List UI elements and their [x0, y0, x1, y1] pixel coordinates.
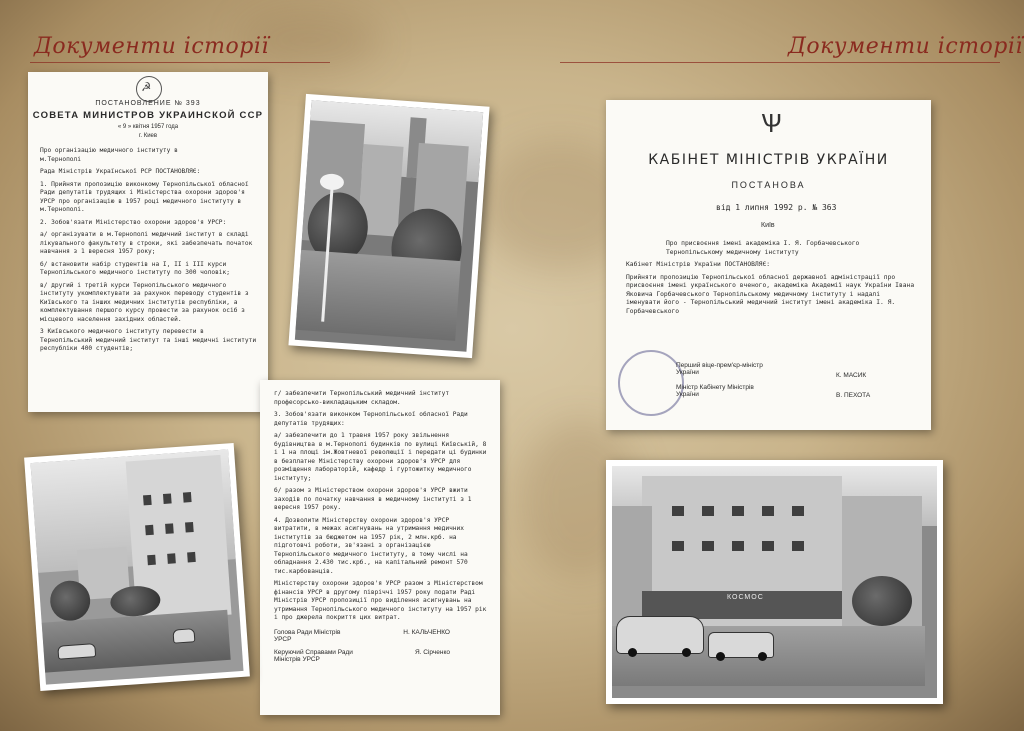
decree-paragraph: б/ разом з Міністерством охорони здоров'я УРСР вжити заходів по початку навчання в медичному інституті з 1 вересня 1957 року. — [274, 487, 472, 511]
header-rule-left — [30, 62, 330, 63]
decree-1957-page-2 — [260, 380, 500, 715]
cabinet-title: КАБІНЕТ МІНІСТРІВ УКРАЇНИ — [648, 152, 889, 168]
decree-paragraph: Міністерству охорони здоров'я УРСР разом з Міністерством фінансів УРСР в другому півріччі 1957 року подати Раді Міністрів УРСР пропозиції про виділення асигнувань на утримання Тернопільського медичного інституту на 1957 рік і про джерела покриття цих витрат. — [274, 580, 487, 621]
council-name: СОВЕТА МИНИСТРОВ УКРАИНСКОЙ ССР — [32, 110, 264, 121]
decree-paragraph: б/ встановити набір студентів на I, II і III курси Тернопільського медичного інституту по 300 чоловік; — [40, 260, 230, 276]
shop-sign: КОСМОС — [727, 594, 764, 601]
decree-type: ПОСТАНОВА — [731, 180, 806, 190]
signature-title: Керуючий Справами Ради Міністрів УРСР — [274, 648, 353, 663]
signature-name: Н. КАЛЬЧЕНКО — [403, 628, 450, 636]
decree-paragraph: З Київського медичного інституту перевести в Тернопільський медичний інститут та інші медичні інститути республіки 400 студентів; — [40, 328, 257, 352]
decree-paragraph: Рада Міністрів Української РСР ПОСТАНОВЛЯЄ: — [40, 168, 201, 175]
decree-paragraph: 1. Прийняти пропозицію виконкому Тернопільської обласної Ради депутатів трудящих і Міністерства охорони здоров'я УРСР про організацію в 1957 році медичного інституту в м.Тернополі. — [40, 180, 249, 213]
decree-date: « 9 » квітня 1957 года — [117, 124, 179, 130]
decree-number: ПОСТАНОВЛЕНИЕ № 393 — [95, 100, 201, 107]
trident-emblem-icon: Ѱ — [761, 108, 782, 138]
decree-city: г. Киев — [138, 133, 158, 139]
header-title-left: Документи історії — [34, 34, 269, 59]
photo-street-view — [24, 443, 250, 691]
signature-name: К. МАСИК — [836, 372, 867, 379]
signature-title: Перший віце-прем'єр-міністр України — [676, 362, 763, 376]
signature-name: Я. Сірченко — [414, 648, 450, 656]
decree-subject: Про організацію медичного інституту в м.Тернополі — [40, 147, 178, 163]
header-rule-right — [560, 62, 1000, 63]
decree-paragraph: 3. Зобов'язати виконком Тернопільської обласної Ради депутатів трудящих: — [274, 411, 468, 427]
decree-1957-page-1 — [28, 72, 268, 412]
decree-paragraph: г/ забезпечити Тернопільський медичний інститут професорсько-викладацьким складом. — [274, 390, 450, 406]
decree-paragraph: 4. Дозволити Міністерству охорони здоров'я УРСР витратити, в межах асигнувань на утримання медичних інститутів за бюджетом на 1957 рік, 2 млн.крб. на підготовчі роботи, зв'язані з організацією Тернопільського медичного інституту, в тому числі на обладнання 2.430 тис.крб., на капітальний ремонт 570 тис.карбованців. — [274, 516, 468, 575]
header-title-right: Документи історії — [788, 34, 1023, 59]
photo-city-square — [288, 94, 489, 358]
decree-paragraph: Прийняти пропозицію Тернопільської обласної державної адміністрації про присвоєння імені українського вченого, академіка Академії наук України Івана Яковича Горбачевського Тернопільському медичному інституту і надалі іменувати його - Тернопільський медичний інститут імені академіка І. Я. Горбачевського — [626, 273, 915, 315]
ussr-emblem-icon — [136, 76, 162, 102]
official-stamp-icon — [618, 350, 684, 416]
decree-date: від 1 липня 1992 р. № 363 — [716, 203, 837, 212]
decree-paragraph: в/ другий і третій курси Тернопільського медичного інституту укомплектувати за рахунок переводу студентів з Київського та інших медичних інститутів республіки, а комплектування першого курсу провести за рахунок осіб з місцевого населення західних областей. — [40, 281, 249, 323]
decree-paragraph: Кабінет Міністрів України ПОСТАНОВЛЯЄ: — [626, 261, 771, 268]
decree-1992 — [606, 100, 931, 430]
decree-city: Київ — [761, 222, 775, 229]
decree-paragraph: 2. Зобов'язати Міністерство охорони здоров'я УРСР: — [40, 218, 227, 226]
decree-paragraph: а/ організувати в м.Тернополі медичний інститут в складі лікувального факультету в строки, які забезпечать початок навчання з 1 вересня 1957 року; — [40, 231, 253, 255]
decree-paragraph: а/ забезпечити до 1 травня 1957 року звільнення будівництва в м.Тернополі будинків по вулиці Київській, 8 і 1 на площі ім.Жовтневої революції і передати ці будинки в безплатне Міністерству охорони здоров'я УРСР для розміщення лабораторій, кафедр і гуртожитку медичного інституту; — [274, 432, 487, 482]
signature-title: Голова Ради Міністрів УРСР — [274, 628, 341, 643]
decree-subject: Про присвоєння імені академіка І. Я. Горбачевського Тернопільському медичному інституту — [666, 240, 860, 256]
photo-kosmos-building — [606, 460, 943, 704]
signature-name: В. ПЕХОТА — [836, 392, 871, 399]
signature-title: Міністр Кабінету Міністрів України — [676, 384, 754, 398]
